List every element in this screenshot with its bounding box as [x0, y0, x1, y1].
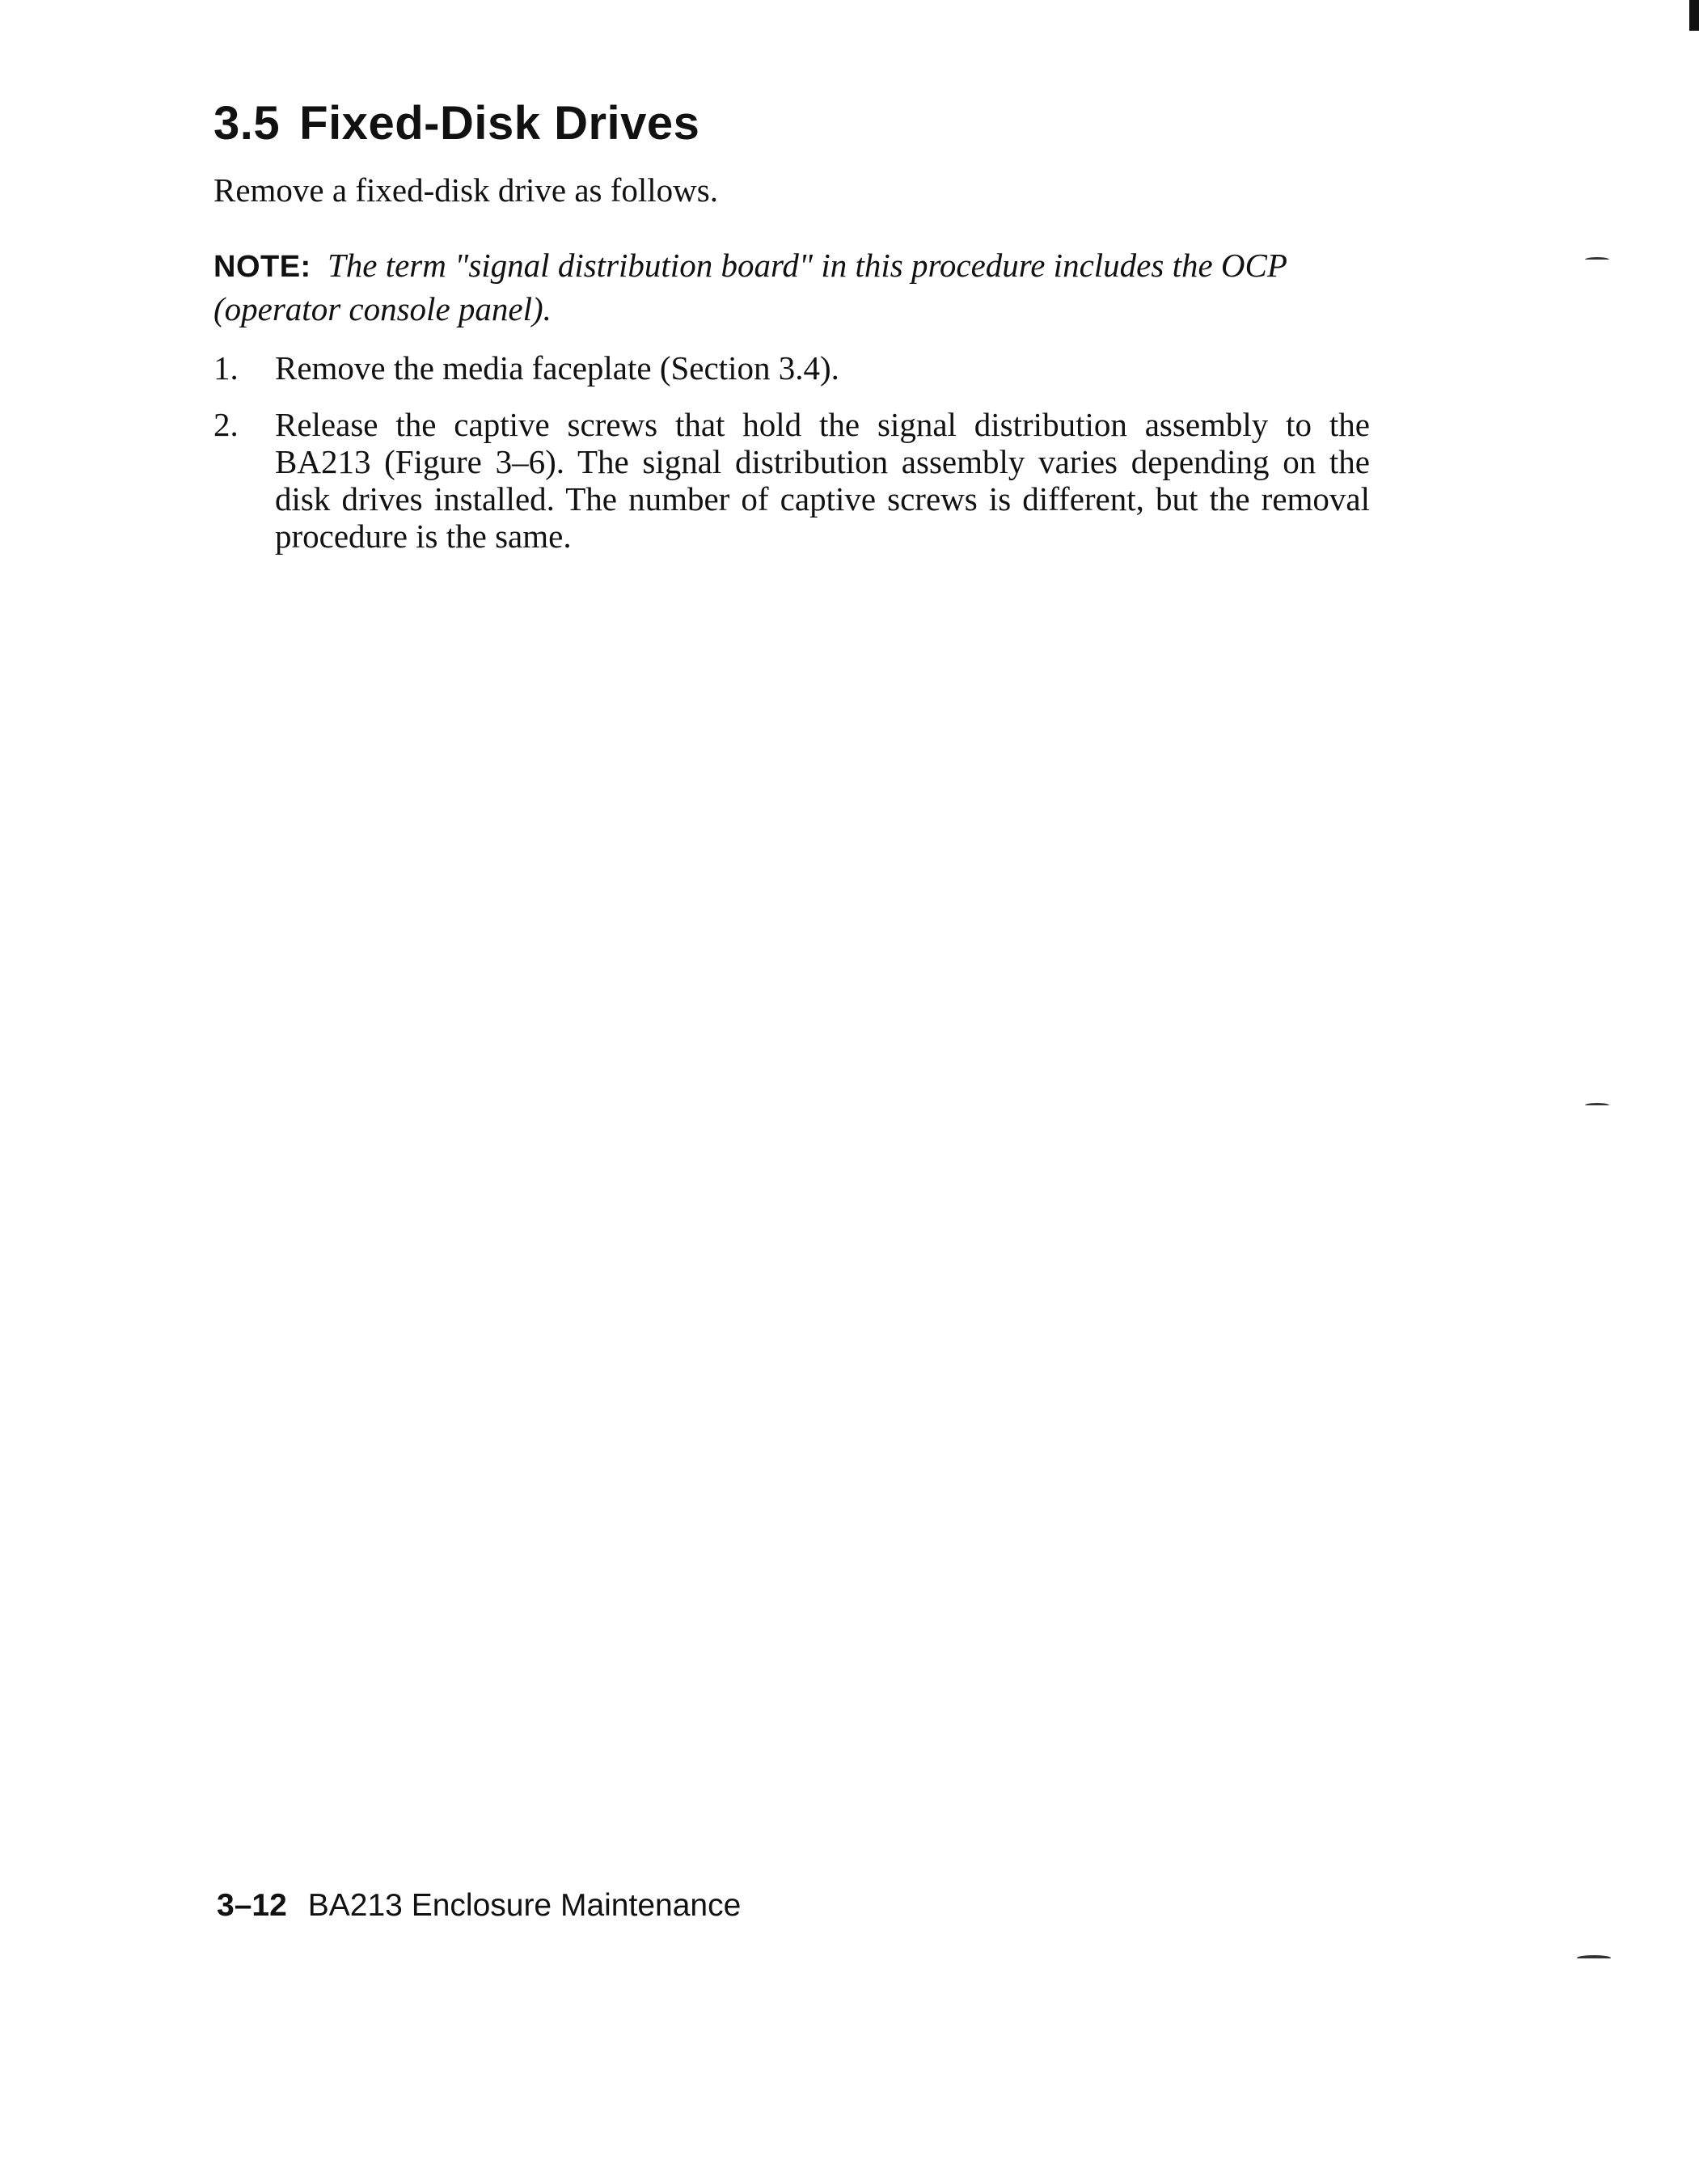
step-number: 1.	[213, 349, 239, 387]
page-footer	[217, 1886, 741, 1926]
margin-change-bar	[1577, 1955, 1611, 1961]
procedure-step	[213, 406, 1370, 555]
step-text: Release the captive screws that hold the signal distribution assembly to the BA213 (Figure 3–6). The signal distribution assembly varies depending on the disk drives installed. The number of captive screws is different, but the removal procedure is the same.	[275, 406, 1370, 555]
note-block	[213, 244, 1370, 330]
step-number: 2.	[213, 406, 239, 443]
section-title: Fixed-Disk Drives	[299, 97, 700, 150]
step-text: Remove the media faceplate (Section 3.4).	[275, 349, 839, 387]
margin-change-bar	[1585, 257, 1609, 262]
section-number: 3.5	[213, 97, 281, 150]
note-label: NOTE:	[213, 250, 311, 284]
chapter-title: BA213 Enclosure Maintenance	[307, 1888, 742, 1923]
page-number: 3–12	[217, 1888, 287, 1923]
note-text: The term "signal distribution board" in this procedure includes the OCP (operator console panel).	[213, 247, 1287, 327]
procedure-steps	[213, 349, 1370, 574]
section-heading	[213, 95, 699, 152]
procedure-step	[213, 349, 1370, 387]
intro-paragraph: Remove a fixed-disk drive as follows.	[213, 171, 718, 209]
margin-change-bar	[1585, 1103, 1609, 1108]
page-edge-mark	[1689, 0, 1699, 31]
